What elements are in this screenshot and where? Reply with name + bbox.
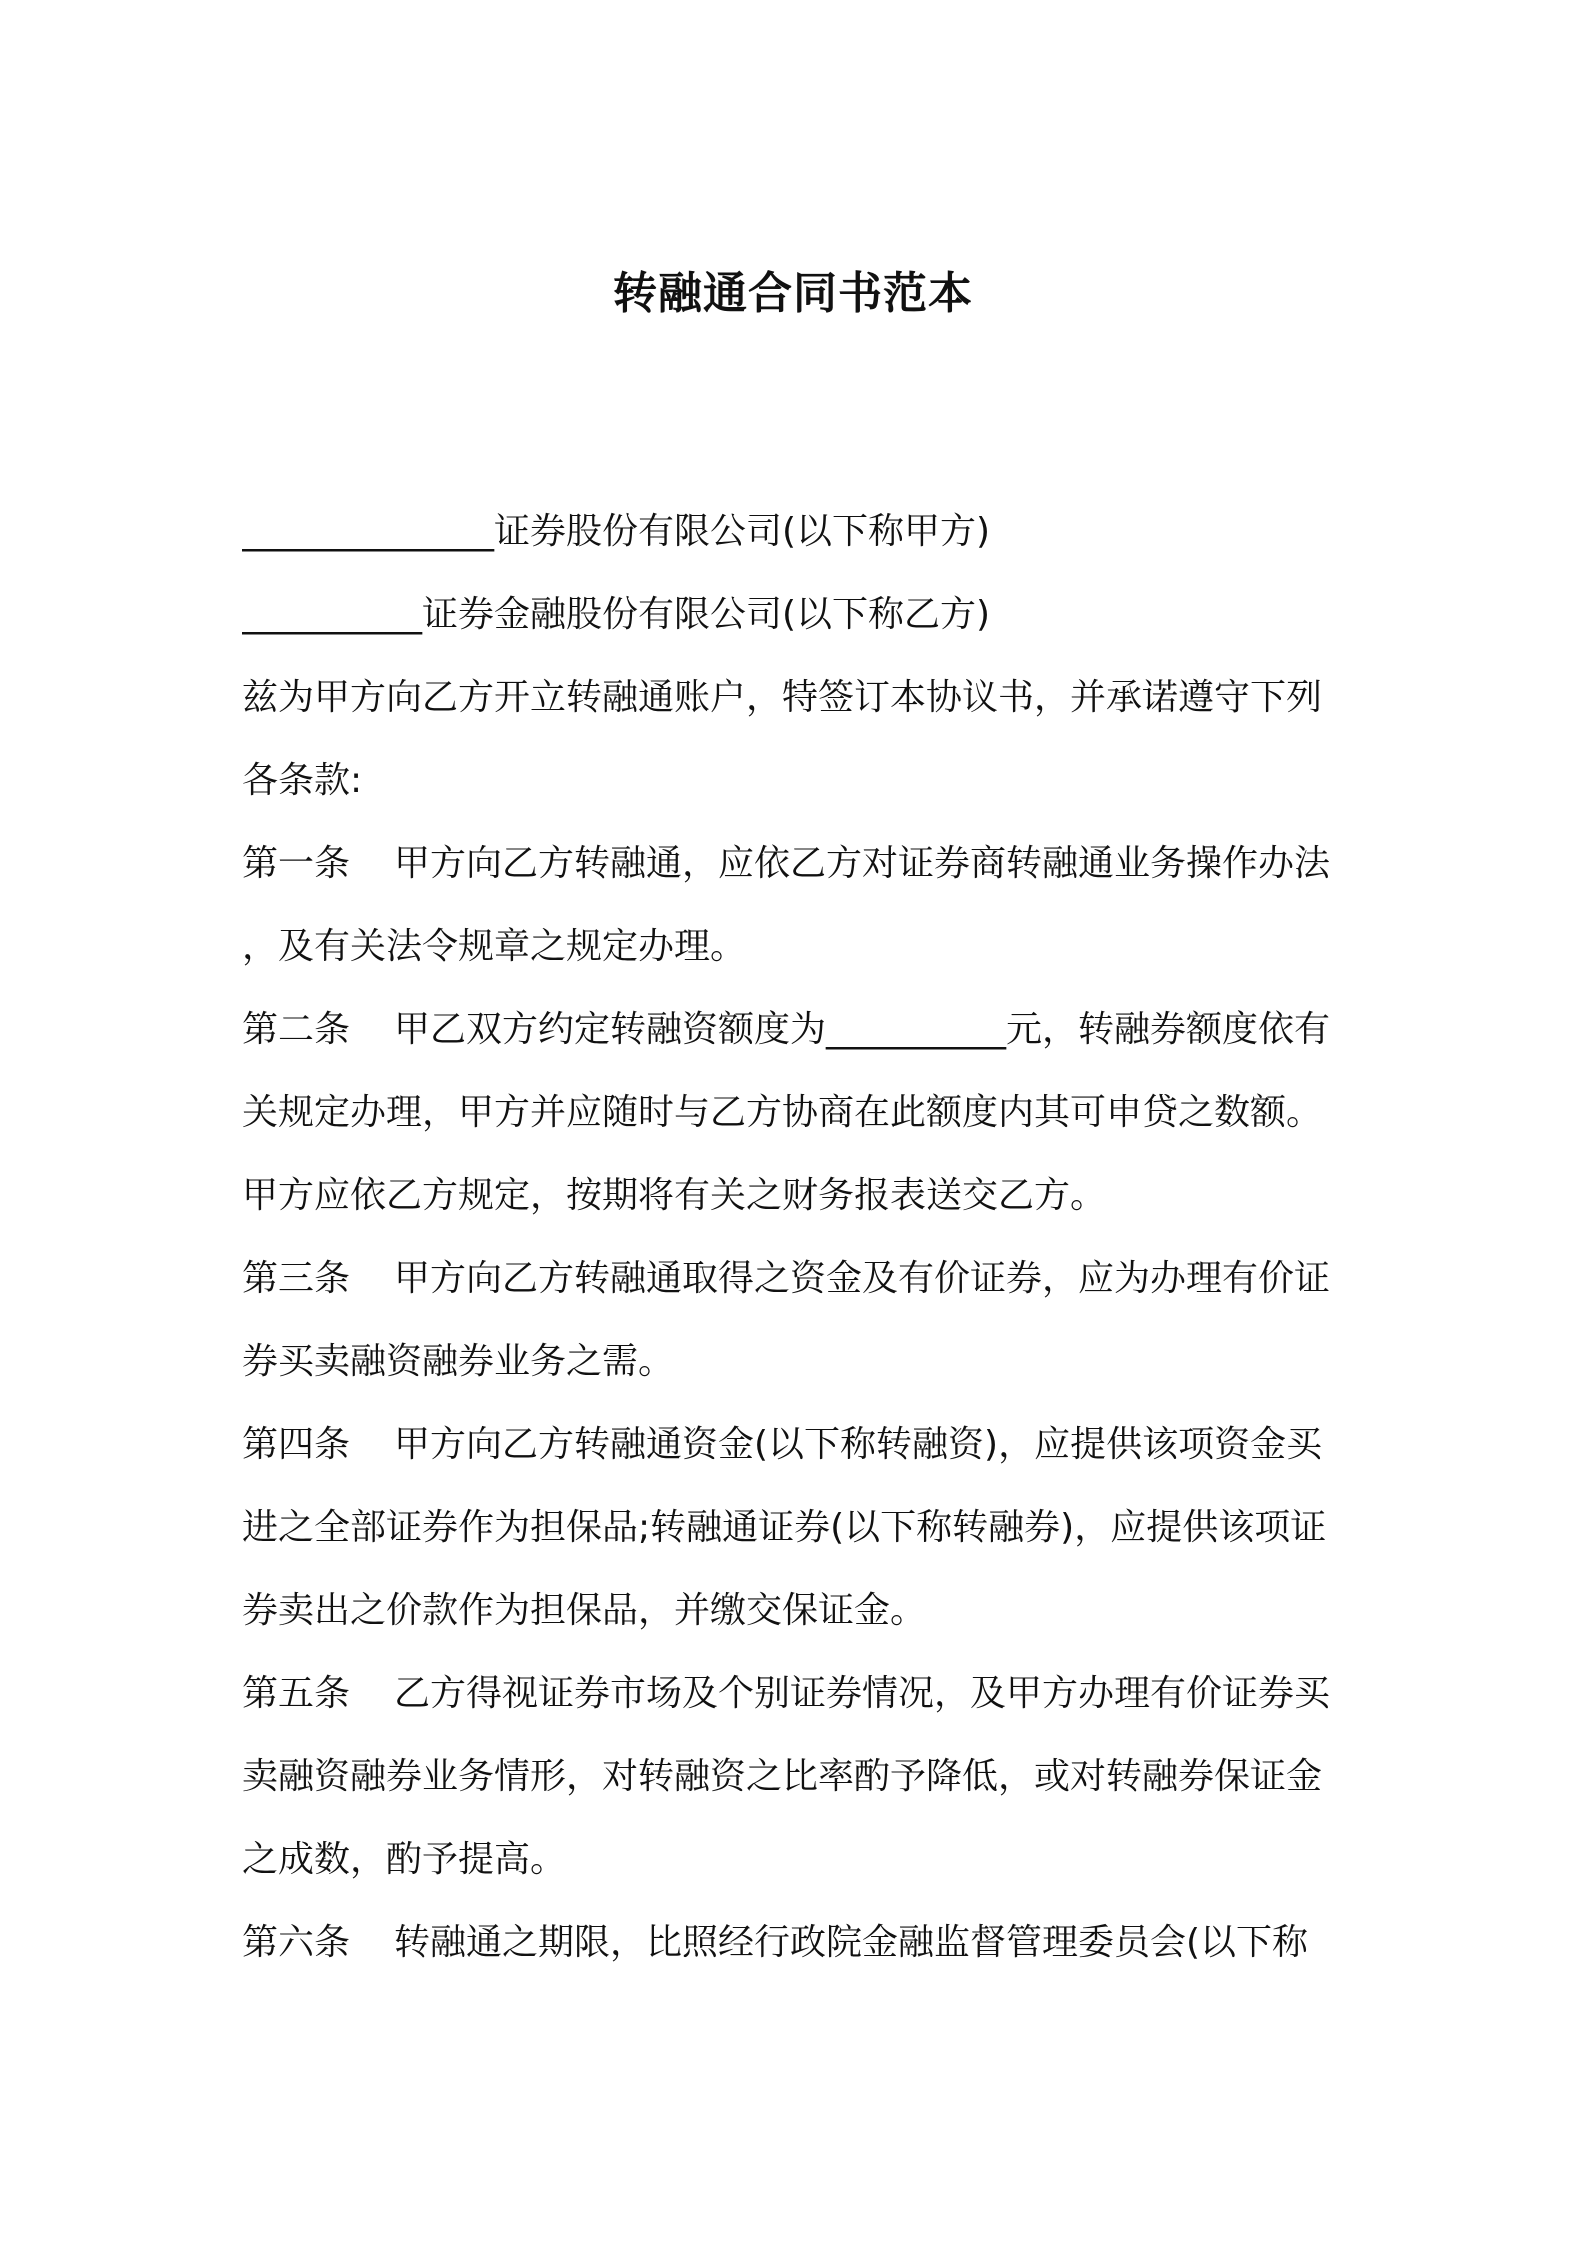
preamble-line: 兹为甲方向乙方开立转融通账户，特签订本协议书，并承诺遵守下列 [242, 677, 1323, 718]
article-1-text: 甲方向乙方转融通，应依乙方对证券商转融通业务操作办法 [394, 843, 1331, 884]
article-2-text: 甲乙双方约定转融资额度为__________元，转融券额度依有 [394, 1009, 1331, 1050]
article-4-label: 第四条 [242, 1424, 351, 1465]
article-4-line: 券卖出之价款作为担保品，并缴交保证金。 [242, 1590, 927, 1631]
party-a-line: ______________证券股份有限公司(以下称甲方) [242, 511, 991, 552]
article-6-label: 第六条 [242, 1922, 351, 1963]
article-6-text: 转融通之期限，比照经行政院金融监督管理委员会(以下称 [394, 1922, 1309, 1963]
article-3-text: 甲方向乙方转融通取得之资金及有价证券，应为办理有价证 [394, 1258, 1331, 1299]
article-4-text: 甲方向乙方转融通资金(以下称转融资)，应提供该项资金买 [394, 1424, 1323, 1465]
article-5-line: 卖融资融券业务情形，对转融资之比率酌予降低，或对转融券保证金 [242, 1756, 1323, 1797]
article-4-line: 进之全部证券作为担保品;转融通证券(以下称转融券)，应提供该项证 [242, 1507, 1327, 1548]
article-1-line [242, 822, 1352, 905]
preamble-line: 各条款: [242, 760, 363, 801]
article-5-label: 第五条 [242, 1673, 351, 1714]
document-title: 转融通合同书范本 [613, 268, 973, 319]
article-2-line [242, 988, 1352, 1071]
article-5-line: 之成数，酌予提高。 [242, 1839, 567, 1880]
article-1-label: 第一条 [242, 843, 351, 884]
article-2-line: 甲方应依乙方规定，按期将有关之财务报表送交乙方。 [242, 1175, 1107, 1216]
article-1-line: ，及有关法令规章之规定办理。 [242, 926, 747, 967]
article-5-text: 乙方得视证券市场及个别证券情况，及甲方办理有价证券买 [394, 1673, 1331, 1714]
article-3-line: 券买卖融资融券业务之需。 [242, 1341, 675, 1382]
article-4-line [242, 1403, 1352, 1486]
document-body [242, 490, 1352, 1984]
article-2-label: 第二条 [242, 1009, 351, 1050]
article-6-line [242, 1901, 1352, 1984]
article-3-line [242, 1237, 1352, 1320]
article-2-line: 关规定办理，甲方并应随时与乙方协商在此额度内其可申贷之数额。 [242, 1092, 1323, 1133]
party-b-line: __________证券金融股份有限公司(以下称乙方) [242, 594, 991, 635]
article-3-label: 第三条 [242, 1258, 351, 1299]
article-5-line [242, 1652, 1352, 1735]
